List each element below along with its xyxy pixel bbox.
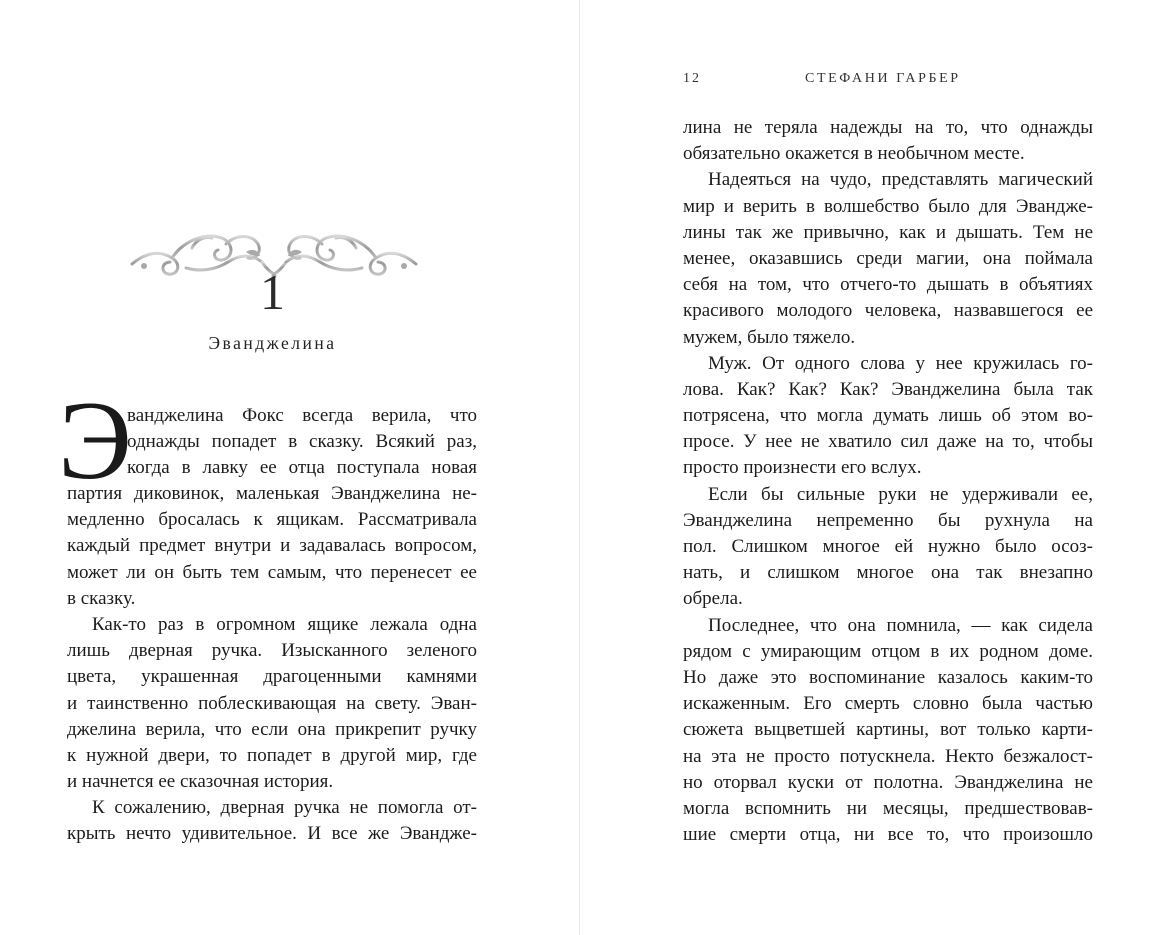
text-line: сюжета выцветшей картины, вот только карти-: [683, 719, 1093, 741]
chapter-number: 1: [260, 264, 285, 320]
left-body-text: [67, 481, 477, 848]
text-line: пол. Слишком многое ей нужно было осоз-: [683, 536, 1093, 557]
text-line: нать, и слишком многое она так внезапно: [683, 562, 1093, 584]
text-line: цвета, украшенная драгоценными камнями: [67, 666, 477, 688]
text-line: каждый предмет внутри и задавалась вопросом,: [67, 535, 477, 557]
text-line: Эванджелина непременно бы рухнула на: [683, 509, 1093, 531]
text-line: Муж. От одного слова у нее кружилась го-: [708, 352, 1093, 374]
running-head: СТЕФАНИ ГАРБЕР: [805, 71, 961, 86]
text-line: и таинственно поблескивающая на свету. Эван-: [67, 692, 477, 714]
text-line: потрясена, что могла думать лишь об этом во-: [683, 405, 1093, 427]
text-line: К сожалению, дверная ручка не помогла от-: [92, 797, 477, 819]
text-line: лова. Как? Как? Как? Эванджелина была так: [683, 378, 1093, 400]
text-line: обязательно окажется в необычном месте.: [683, 143, 1025, 165]
text-line: лишь дверная ручка. Изысканного зеленого: [67, 640, 477, 662]
text-line: ванджелина Фокс всегда верила, что: [127, 405, 477, 426]
text-line: шие смерти отца, ни все то, что произошло: [683, 824, 1093, 846]
text-line: джелина верила, что если она прикрепит ручку: [67, 718, 477, 740]
chapter-title: Эванджелина: [208, 333, 337, 353]
text-line: к нужной двери, то попадет в другой мир, где: [67, 744, 477, 766]
text-line: Надеяться на чудо, представлять магический: [708, 169, 1093, 191]
text-line: Если бы сильные руки не удерживали ее,: [708, 483, 1093, 505]
text-line: Но даже это воспоминание казалось каким-то: [683, 666, 1093, 688]
text-line: мир и верить в волшебство было для Эвандже-: [683, 195, 1093, 217]
text-line: обрела.: [683, 588, 743, 610]
text-line: лины так же привычно, как и дышать. Тем не: [683, 221, 1093, 243]
text-line: красивого молодого человека, назвавшегося ее: [683, 300, 1093, 322]
right-body-text: [683, 115, 1093, 848]
text-line: партия диковинок, маленькая Эванджелина не-: [67, 483, 477, 504]
text-line: крыть нечто удивительное. И все же Эвандже-: [67, 823, 477, 845]
text-line: в сказку.: [67, 587, 136, 609]
text-line: менее, оказавшись среди магии, она поймала: [683, 247, 1093, 269]
text-line: себя на том, что отчего-то дышать в объятиях: [683, 274, 1093, 296]
text-line: искаженным. Его смерть словно была частью: [683, 693, 1093, 715]
drop-cap: Э: [58, 379, 132, 503]
text-line: и начнется ее сказочная история.: [67, 771, 334, 793]
text-line: на эта не просто потускнела. Некто безжалост-: [683, 745, 1093, 767]
dropcap-paragraph-lines: [127, 403, 477, 482]
text-line: может ли он быть тем самым, что перенесет ее: [67, 561, 477, 583]
text-line: лина не теряла надежды на то, что однажды: [683, 117, 1093, 138]
text-line: однажды попадет в сказку. Всякий раз,: [127, 431, 477, 453]
text-line: медленно бросалась к ящикам. Рассматривала: [67, 509, 477, 531]
text-line: рядом с умирающим отцом в их родном доме.: [683, 640, 1093, 662]
text-line: просто произнести его вслух.: [683, 457, 922, 479]
page-number: 12: [683, 71, 701, 86]
text-line: но оторвал куски от полотна. Эванджелина не: [683, 771, 1093, 793]
text-line: когда в лавку ее отца поступала новая: [127, 457, 477, 479]
text-line: просе. У нее не хватило сил даже на то, чтобы: [683, 431, 1093, 453]
text-line: мужем, было тяжело.: [683, 326, 856, 348]
text-line: могла вспомнить ни месяцы, предшествовав-: [683, 797, 1093, 819]
text-line: Как-то раз в огромном ящике лежала одна: [92, 613, 477, 635]
text-line: Последнее, что она помнила, — как сидела: [708, 614, 1093, 636]
